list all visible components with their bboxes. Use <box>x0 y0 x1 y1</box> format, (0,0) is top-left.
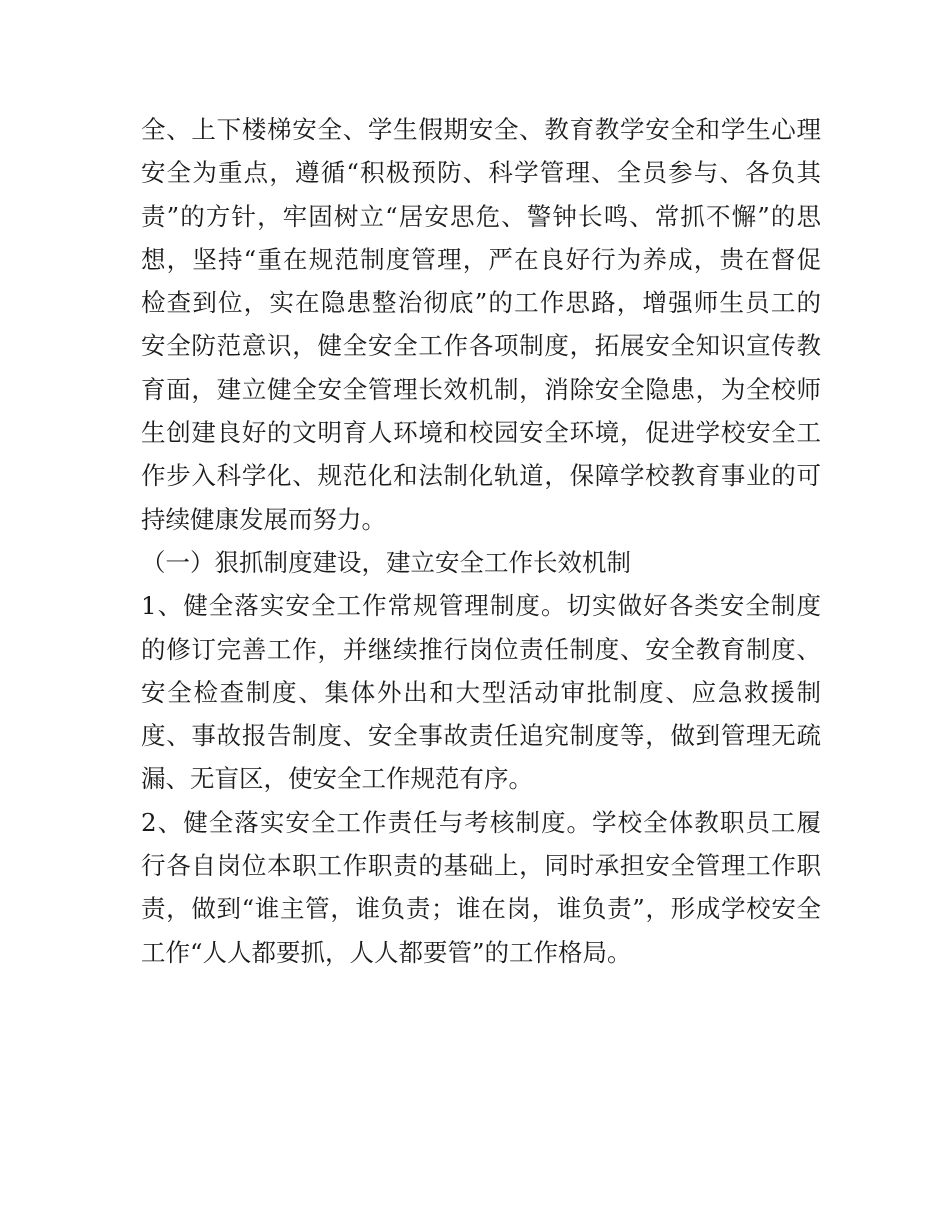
body-text <box>141 108 821 974</box>
text-line: 工作“人人都要抓，人人都要管”的工作格局。 <box>141 937 632 967</box>
text-line: 安全防范意识，健全安全工作各项制度，拓展安全知识宣传教 <box>141 331 821 361</box>
text-line: 责”的方针，牢固树立“居安思危、警钟长鸣、常抓不懈”的思 <box>141 201 821 231</box>
section-heading: （一）狠抓制度建设，建立安全工作长效机制 <box>141 547 631 577</box>
text-line: 责，做到“谁主管，谁负责；谁在岗，谁负责”，形成学校安全 <box>141 894 821 924</box>
text-line: 的修订完善工作，并继续推行岗位责任制度、安全教育制度、 <box>141 634 821 664</box>
text-line: 想，坚持“重在规范制度管理，严在良好行为养成，贵在督促 <box>141 244 821 274</box>
text-line: 安全检查制度、集体外出和大型活动审批制度、应急救援制 <box>141 677 821 707</box>
text-line: 检查到位，实在隐患整治彻底”的工作思路，增强师生员工的 <box>141 288 821 318</box>
text-line: 全、上下楼梯安全、学生假期安全、教育教学安全和学生心理 <box>141 115 821 144</box>
text-line: 育面，建立健全安全管理长效机制，消除安全隐患，为全校师 <box>141 374 821 404</box>
text-line: 1、健全落实安全工作常规管理制度。切实做好各类安全制度 <box>141 591 821 621</box>
text-line: 安全为重点，遵循“积极预防、科学管理、全员参与、各负其 <box>141 158 821 188</box>
text-line: 生创建良好的文明育人环境和校园安全环境，促进学校安全工 <box>141 418 821 448</box>
text-line: 行各自岗位本职工作职责的基础上，同时承担安全管理工作职 <box>141 851 821 881</box>
text-line: 持续健康发展而努力。 <box>141 504 386 534</box>
text-line: 2、健全落实安全工作责任与考核制度。学校全体教职员工履 <box>141 807 821 837</box>
text-line: 作步入科学化、规范化和法制化轨道，保障学校教育事业的可 <box>141 461 821 491</box>
text-line: 漏、无盲区，使安全工作规范有序。 <box>141 764 533 794</box>
text-line: 度、事故报告制度、安全事故责任追究制度等，做到管理无疏 <box>141 721 821 751</box>
